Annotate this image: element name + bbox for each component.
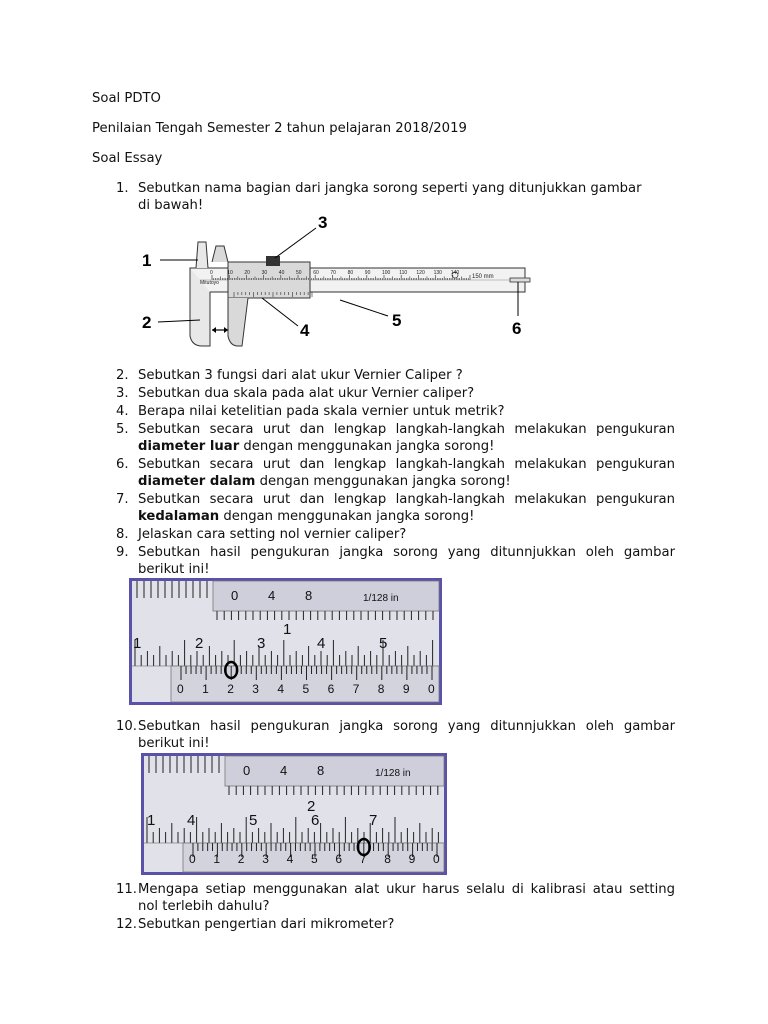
main-scale-number: 30 <box>261 270 268 276</box>
vernier-bottom-number: 0 <box>177 682 184 696</box>
vernier-bottom-number: 7 <box>352 682 360 696</box>
main-scale-number: 5 <box>379 635 388 652</box>
question-text: Sebutkan secara urut dan lengkap langkah-langkah melakukan pengukuran <box>138 422 675 437</box>
vernier-bottom-number: 5 <box>302 682 310 696</box>
question-number: 7. <box>116 492 129 507</box>
question-text-cont: dengan menggunakan jangka sorong! <box>219 509 475 524</box>
vernier-bottom-number: 9 <box>408 852 416 866</box>
callout-4: 4 <box>300 321 310 340</box>
main-scale-number: 110 <box>399 270 408 276</box>
main-scale-number: 100 <box>382 270 391 276</box>
main-scale-number: 0 <box>210 270 213 276</box>
question-text-cont: nol terlebih dahulu? <box>138 899 270 914</box>
vernier-bottom-number: 2 <box>227 682 234 696</box>
vernier-bottom-number: 6 <box>335 852 343 866</box>
main-scale-number: 70 <box>330 270 336 276</box>
main-scale-number: 3 <box>257 635 266 652</box>
inch-mark: 2 <box>307 798 316 815</box>
question-text: Sebutkan pengertian dari mikrometer? <box>138 917 395 932</box>
question-text: Berapa nilai ketelitian pada skala vernier untuk metrik? <box>138 404 505 419</box>
question-text: Jelaskan cara setting nol vernier caliper? <box>138 527 407 542</box>
vernier-top-number: 8 <box>305 588 313 603</box>
callout-2: 2 <box>142 313 152 332</box>
main-scale-number: 5 <box>249 812 258 829</box>
question-text: Mengapa setiap menggunakan alat ukur harus selalu di kalibrasi atau setting <box>138 882 675 897</box>
question-number: 5. <box>116 422 129 437</box>
vernier-bottom-number: 8 <box>384 852 391 866</box>
vernier-top-number: 0 <box>243 763 251 778</box>
question-keyword: kedalaman <box>138 509 220 524</box>
question-text-cont: dengan menggunakan jangka sorong! <box>255 474 511 489</box>
question-text: Sebutkan dua skala pada alat ukur Vernier caliper? <box>138 386 475 401</box>
main-scale-number: 6 <box>311 812 320 829</box>
vernier-top-number: 8 <box>317 763 325 778</box>
vernier-bottom-number: 3 <box>262 852 269 866</box>
main-scale-number: 20 <box>244 270 250 276</box>
callout-6: 6 <box>512 319 522 338</box>
vernier-top-number: 0 <box>231 588 239 603</box>
question-text-cont: di bawah! <box>138 198 204 213</box>
question-number: 8. <box>116 527 129 542</box>
question-number: 11. <box>116 882 137 897</box>
question-number: 1. <box>116 181 129 196</box>
question-text: Sebutkan nama bagian dari jangka sorong seperti yang ditunjukkan gambar <box>138 181 642 196</box>
main-scale-number: 50 <box>296 270 302 276</box>
vernier-bottom-number: 1 <box>213 852 221 866</box>
question-text: Sebutkan 3 fungsi dari alat ukur Vernier Caliper ? <box>138 368 463 383</box>
question-text: Sebutkan secara urut dan lengkap langkah-langkah melakukan pengukuran <box>138 492 675 507</box>
doc-exam-title: Penilaian Tengah Semester 2 tahun pelajaran 2018/2019 <box>92 121 467 136</box>
vernier-bottom-number: 6 <box>327 682 335 696</box>
question-number: 12. <box>116 917 137 932</box>
unit-label: 1/128 in <box>375 768 411 779</box>
main-scale-number: 2 <box>195 635 204 652</box>
question-number: 3. <box>116 386 129 401</box>
question-number: 4. <box>116 404 129 419</box>
question-text: Sebutkan secara urut dan lengkap langkah-langkah melakukan pengukuran <box>138 457 675 472</box>
question-text-cont: berikut ini! <box>138 562 210 577</box>
question-number: 2. <box>116 368 129 383</box>
vernier-bottom-number: 5 <box>311 852 318 866</box>
question-number: 9. <box>116 545 129 560</box>
question-keyword: diameter dalam <box>138 474 256 489</box>
callout-3: 3 <box>318 213 328 232</box>
main-scale-number: 40 <box>278 270 285 276</box>
question-number: 10. <box>116 719 137 734</box>
question-text: Sebutkan hasil pengukuran jangka sorong yang ditunnjukkan oleh gambar <box>138 545 675 560</box>
vernier-bottom-number: 3 <box>252 682 259 696</box>
brand-label: Mitutoyo <box>200 280 219 286</box>
main-scale-number: 60 <box>313 270 319 276</box>
vernier-bottom-number: 7 <box>359 852 367 866</box>
main-scale-number: 7 <box>369 812 378 829</box>
main-scale-number: 90 <box>364 270 371 276</box>
vernier-scale-figure-1 <box>129 578 442 705</box>
callout-1: 1 <box>142 251 152 270</box>
main-scale-number: 120 <box>416 270 425 276</box>
vernier-bottom-number: 2 <box>237 852 245 866</box>
caliper-diagram <box>130 212 540 352</box>
main-scale-number: 130 <box>433 270 442 276</box>
question-text-cont: berikut ini! <box>138 736 210 751</box>
question-text-cont: dengan menggunakan jangka sorong! <box>239 439 495 454</box>
vernier-bottom-number: 4 <box>286 852 294 866</box>
vernier-bottom-number: 9 <box>402 682 410 696</box>
main-scale-number: 1 <box>147 812 156 829</box>
vernier-bottom-number: 4 <box>277 682 285 696</box>
main-scale-number: 4 <box>187 812 196 829</box>
main-scale-number: 80 <box>347 270 354 276</box>
question-keyword: diameter luar <box>138 439 240 454</box>
vernier-bottom-number: 0 <box>428 682 435 696</box>
question-text: Sebutkan hasil pengukuran jangka sorong yang ditunnjukkan oleh gambar <box>138 719 675 734</box>
vernier-bottom-number: 0 <box>189 852 196 866</box>
question-number: 6. <box>116 457 129 472</box>
vernier-top-number: 4 <box>268 588 276 603</box>
vernier-top-number: 4 <box>280 763 288 778</box>
main-scale-number: 1 <box>133 635 142 652</box>
callout-5: 5 <box>392 311 402 330</box>
main-scale-number: 10 <box>227 270 233 276</box>
inch-mark: 1 <box>283 621 292 638</box>
vernier-scale-figure-2 <box>141 753 447 875</box>
main-scale-number: 140 <box>450 270 460 276</box>
unit-label: 1/128 in <box>363 593 399 604</box>
vernier-bottom-number: 1 <box>202 682 209 696</box>
range-label: 150 mm <box>472 274 494 280</box>
doc-subject: Soal PDTO <box>92 91 161 106</box>
vernier-bottom-number: 0 <box>433 852 440 866</box>
vernier-bottom-number: 8 <box>377 682 385 696</box>
doc-section-title: Soal Essay <box>92 151 163 166</box>
main-scale-number: 4 <box>317 635 326 652</box>
